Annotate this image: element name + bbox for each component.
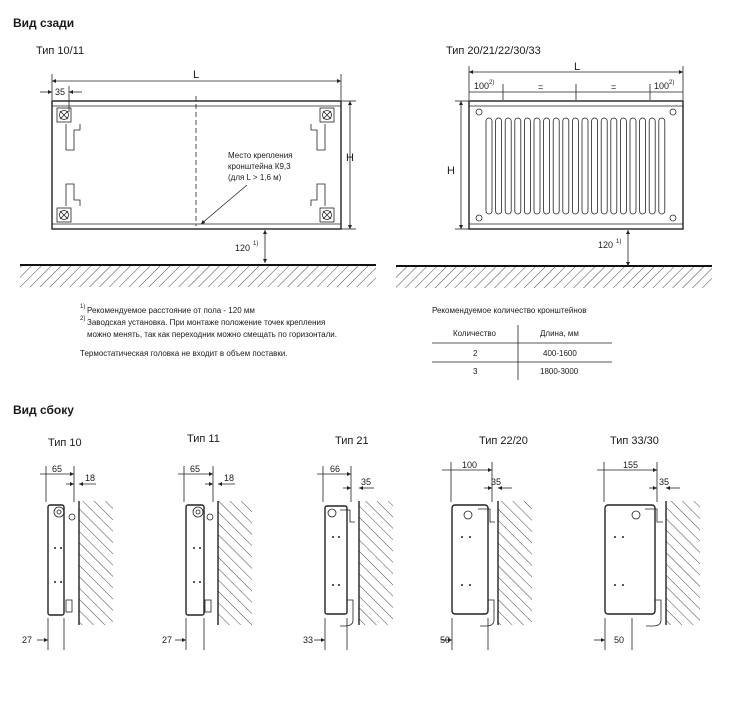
side-type-21-title: Тип 21 [335,435,369,447]
side-type-22-title: Тип 22/20 [479,435,528,447]
bracket-row-1-count: 2 [473,349,478,358]
side-view-type-10 [22,437,113,650]
bracket-table-title: Рекомендуемое количество кронштейнов [432,306,587,315]
side-type-10-wall-dim: 18 [85,473,96,483]
fn1-text: Рекомендуемое расстояние от пола - 120 мм [87,306,255,315]
bracket-table-header-count: Количество [453,329,496,338]
side-type-33-bottom-dim: 50 [614,635,625,645]
thermo-note: Термостатическая головка не входит в объем поставки. [80,349,288,358]
floor-left [20,265,376,287]
back-right-eq-2: = [611,82,617,92]
back-left-dim-h: H [346,152,354,164]
side-type-33-title: Тип 33/30 [610,435,659,447]
radiator-fin [592,118,598,214]
side-type-11-wall-dim: 18 [224,473,235,483]
side-type-22-wall-dim: 35 [491,477,502,487]
back-left-note-2: кронштейна К9,3 [228,162,291,171]
bracket-row-2-count: 3 [473,367,478,376]
bracket-table-header-length: Длина, мм [540,329,579,338]
radiator-fin [582,118,588,214]
radiator-fin [515,118,521,214]
radiator-fin [659,118,665,214]
side-type-22-top-dim: 100 [462,460,478,470]
side-type-10-bottom-dim: 27 [22,635,33,645]
radiator-fin [553,118,559,214]
radiator-fin [496,118,502,214]
bracket-row-1-length: 400-1600 [543,349,577,358]
radiator-fins [486,118,665,214]
radiator-back-body [52,101,341,229]
back-left-dim-35: 35 [55,87,66,97]
back-right-eq-1: = [538,82,544,92]
back-view-type-20-33 [396,45,712,288]
radiator-fin [572,118,578,214]
back-right-dim-l: L [574,61,581,73]
floor-right [396,266,712,288]
side-type-21-top-dim: 66 [330,464,341,474]
bracket-row-2-length: 1800-3000 [540,367,579,376]
radiator-fin [620,118,626,214]
fn2-text-1: Заводская установка. При монтаже положение точек крепления [87,318,326,327]
side-view-heading: Вид сбоку [13,403,74,417]
side-type-33-top-dim: 155 [623,460,639,470]
back-left-note-1: Место крепления [228,151,293,160]
fn2-mark: 2) [80,316,86,322]
back-left-title: Тип 10/11 [36,45,85,57]
radiator-fin [563,118,569,214]
back-right-dim-100-left: 100 [474,81,490,91]
side-type-21-wall-dim: 35 [361,477,372,487]
radiator-fin [630,118,636,214]
side-type-10-title: Тип 10 [48,437,82,449]
side-type-33-wall-dim: 35 [659,477,670,487]
radiator-fin [649,118,655,214]
radiator-back-body-2 [469,101,683,229]
side-type-11-title: Тип 11 [187,433,220,445]
back-left-note-3: (для L > 1,6 м) [228,173,282,182]
side-type-11-bottom-dim: 27 [162,635,173,645]
radiator-fin [544,118,550,214]
side-view-type-22-20 [440,435,532,650]
side-type-22-bottom-dim: 50 [440,635,451,645]
back-right-dim-120: 120 [598,240,614,250]
back-view-heading: Вид сзади [13,16,75,30]
back-right-title: Тип 20/21/22/30/33 [446,45,541,57]
radiator-fin [505,118,511,214]
back-view-type-10-11 [20,45,376,287]
radiator-fin [524,118,530,214]
fn1-mark: 1) [80,304,86,310]
side-type-10-top-dim: 65 [52,464,63,474]
back-left-dim-120: 120 [235,243,251,253]
radiator-fin [534,118,540,214]
back-right-dim-h: H [447,165,455,177]
radiator-fin [486,118,492,214]
side-view-type-11 [162,433,252,650]
back-right-sup-1: 1) [616,239,622,245]
side-view-type-33-30 [594,435,700,650]
radiator-fin [601,118,607,214]
back-right-sup-2-right: 2) [669,80,675,86]
bracket-table [432,306,612,380]
fn2-text-2: можно менять, так как переходник можно смещать по горизонтали. [87,330,337,339]
back-left-sup-1: 1) [253,241,259,247]
back-left-dim-l: L [193,69,200,81]
back-right-dim-100-right: 100 [654,81,670,91]
footnotes [80,304,337,358]
side-view-type-21 [303,435,393,650]
side-type-11-top-dim: 65 [190,464,201,474]
back-right-sup-2-left: 2) [489,80,495,86]
radiator-fin [611,118,617,214]
radiator-fin [640,118,646,214]
side-type-21-bottom-dim: 33 [303,635,314,645]
